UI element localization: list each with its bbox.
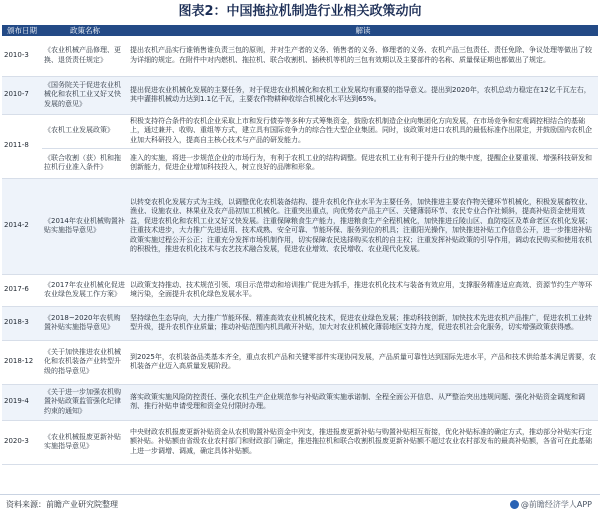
brand-label: @前瞻经济学人APP bbox=[520, 500, 592, 509]
table-row bbox=[2, 340, 598, 384]
row-date: 2010-3 bbox=[2, 36, 42, 76]
table-row bbox=[2, 114, 598, 148]
table-row bbox=[2, 148, 598, 178]
header-description: 解读 bbox=[128, 25, 598, 36]
row-policy-name: 《农业机械报废更新补贴实施指导意见》 bbox=[42, 420, 128, 464]
brand-credit bbox=[510, 495, 592, 515]
row-description: 积极支持符合条件的农机企业采取上市和发行债券等多种方式筹集资金，鼓励农机制造企业向集团化方向发展，在市场竞争和宏观调控相结合的基础上，通过兼并、收购、重组等方式，建立具有国际竞争力的综合性大型企业集团。同时，该政策对进口农机具的最低标准作出限定，并鼓励国内农机企业加大科研投入，提高自主核心技术与产品的研发能力。 bbox=[128, 114, 598, 148]
brand-logo-icon bbox=[510, 500, 519, 509]
header-policy-name: 政策名称 bbox=[42, 25, 128, 36]
table-row bbox=[2, 76, 598, 114]
table-row bbox=[2, 384, 598, 420]
row-description: 以政策支持推动、技术规范引领、项目示范带动和培训推广促进为抓手，推进农机化技术与装备有效应用，支撑服务精准适应高效、资源节约生产等环境污染，全面提升农机化绿色发展水平。 bbox=[128, 274, 598, 306]
row-description: 中央财政农机报废更新补贴资金从农机购置补贴资金中列支，推进报废更新补贴与购置补贴相互衔接，优化补贴标准的确定方式，推动部分补贴实行定额补贴。补贴额由省级农业农村部门和财政部门确定，推进拖拉机和联合收割机报废更新补贴额不超过农业农村部发布的最高补贴额，各省可在此基础上进一步调增、调减，确定具体补贴额。 bbox=[128, 420, 598, 464]
row-policy-name: 《联合收割（获）机和拖拉机行业准入条件》 bbox=[42, 148, 128, 178]
row-policy-name: 《2018~2020年农机购置补贴实施指导意见》 bbox=[42, 306, 128, 340]
table-row bbox=[2, 274, 598, 306]
table-row bbox=[2, 36, 598, 76]
row-date: 2014-2 bbox=[2, 178, 42, 274]
table-row bbox=[2, 306, 598, 340]
table-row bbox=[2, 178, 598, 274]
row-date: 2019-4 bbox=[2, 384, 42, 420]
row-date: 2011-8 bbox=[2, 114, 42, 178]
table-row bbox=[2, 420, 598, 464]
row-date: 2018-12 bbox=[2, 340, 42, 384]
policy-table bbox=[2, 25, 598, 465]
row-policy-name: 《2014年农业机械购置补贴实施指导意见》 bbox=[42, 178, 128, 274]
row-date: 2018-3 bbox=[2, 306, 42, 340]
table-header-row bbox=[2, 25, 598, 36]
header-date: 颁布日期 bbox=[2, 25, 42, 36]
row-policy-name: 《2017年农业机械化促进农业绿色发展工作方案》 bbox=[42, 274, 128, 306]
chart-title: 图表2：中国拖拉机制造行业相关政策动向 bbox=[178, 4, 422, 19]
row-description: 以转变农机化发展方式为主线，以调整优化农机装备结构、提升农机化作业水平为主要任务，加快推进主要农作物关键环节机械化，积极发展畜牧业、渔业、设施农业、林果业及农产品初加工机械化。注重突出重点，向优势农产品主产区、关键薄弱环节、农民专业合作社倾斜，提高补贴资金使用效益，促进农机化和农机工业又好又快发展。注重保障粮食生产能力，推进粮食生产全程机械化，加快推进丘陵山区、血防疫区及革命老区农机化发展；注重技术进步，大力推广先进适用、技术成熟、安全可靠、节能环保、服务到位的机具；注重阳光操作，加快推进补贴工作信息公开，进一步推进补贴政策实施过程公开公正；注重充分发挥市场机制作用，切实保障农民选择购买农机的自主权；注重发挥补贴政策的引导作用，调动农民购买和使用农机的积极性，推进农机化技术与农艺技术融合发展，促进农业增效、农民增收、农业现代化发展。 bbox=[128, 178, 598, 274]
row-description: 落实政策实施风险防控责任、强化农机生产企业规范参与补贴政策实施承诺制、全程全面公开信息、从严整治突出违规问题、强化补贴资金调度和调剂、推行补贴申请受理和资金兑付限时办理。 bbox=[128, 384, 598, 420]
row-description: 坚持绿色生态导向，大力推广节能环保、精准高效农业机械化技术，促进农业绿色发展；推动科技创新，加快技术先进农机产品推广，促进农机工业转型升级，提升农机作业质量；推动补贴范围内机具敞开补贴，加大对农业机械化薄弱地区支持力度，促进农机社会化服务，切实增强政策获得感。 bbox=[128, 306, 598, 340]
row-policy-name: 《农业机械产品修理、更换、退货责任规定》 bbox=[42, 36, 128, 76]
row-policy-name: 《关于加快推进农业机械化和农机装备产业转型升级的指导意见》 bbox=[42, 340, 128, 384]
row-date: 2017-6 bbox=[2, 274, 42, 306]
row-description: 到2025年，农机装备品类基本齐全，重点农机产品和关键零部件实现协同发展，产品质量可靠性达到国际先进水平，产品和技术供给基本满足需要，农机装备产业迈入高质量发展阶段。 bbox=[128, 340, 598, 384]
row-description: 提出农机产品实行谁销售谁负责三包的原则，并对生产者的义务、销售者的义务、修理者的义务、农机产品三包责任、责任免除、争议处理等做出了较为详细的规定。在附件中对内燃机、拖拉机、联合收割机、插秧机等机的三包有效期以及主要部件的名称、质量保证期也都做出了规定。 bbox=[128, 36, 598, 76]
row-policy-name: 《国务院关于促进农业机械化和农机工业又好又快发展的意见》 bbox=[42, 76, 128, 114]
row-description: 提出促进农业机械化发展的主要任务，对于促进农业机械化和农机工业发展均有重要的指导意义。提出到2020年，农机总动力稳定在12亿千瓦左右，其中灌排机械动力达到1.1亿千瓦，主要农作物耕种收综合机械化水平达到65%。 bbox=[128, 76, 598, 114]
source-note: 资料来源：前瞻产业研究院整理 bbox=[6, 500, 118, 509]
row-description: 准入的实施，将进一步规范企业的市场行为，有利于农机工业的结构调整。促进农机工业有利于提升行业的集中度，提醒企业要重视、增强科技研发和创新能力，促进企业增加科技投入，树立良好的品牌和形象。 bbox=[128, 148, 598, 178]
row-policy-name: 《关于进一步加强农机购置补贴政策监管强化纪律约束的通知》 bbox=[42, 384, 128, 420]
row-date: 2020-3 bbox=[2, 420, 42, 464]
row-date: 2010-7 bbox=[2, 76, 42, 114]
footer bbox=[0, 494, 600, 515]
row-policy-name: 《农机工业发展政策》 bbox=[42, 114, 128, 148]
